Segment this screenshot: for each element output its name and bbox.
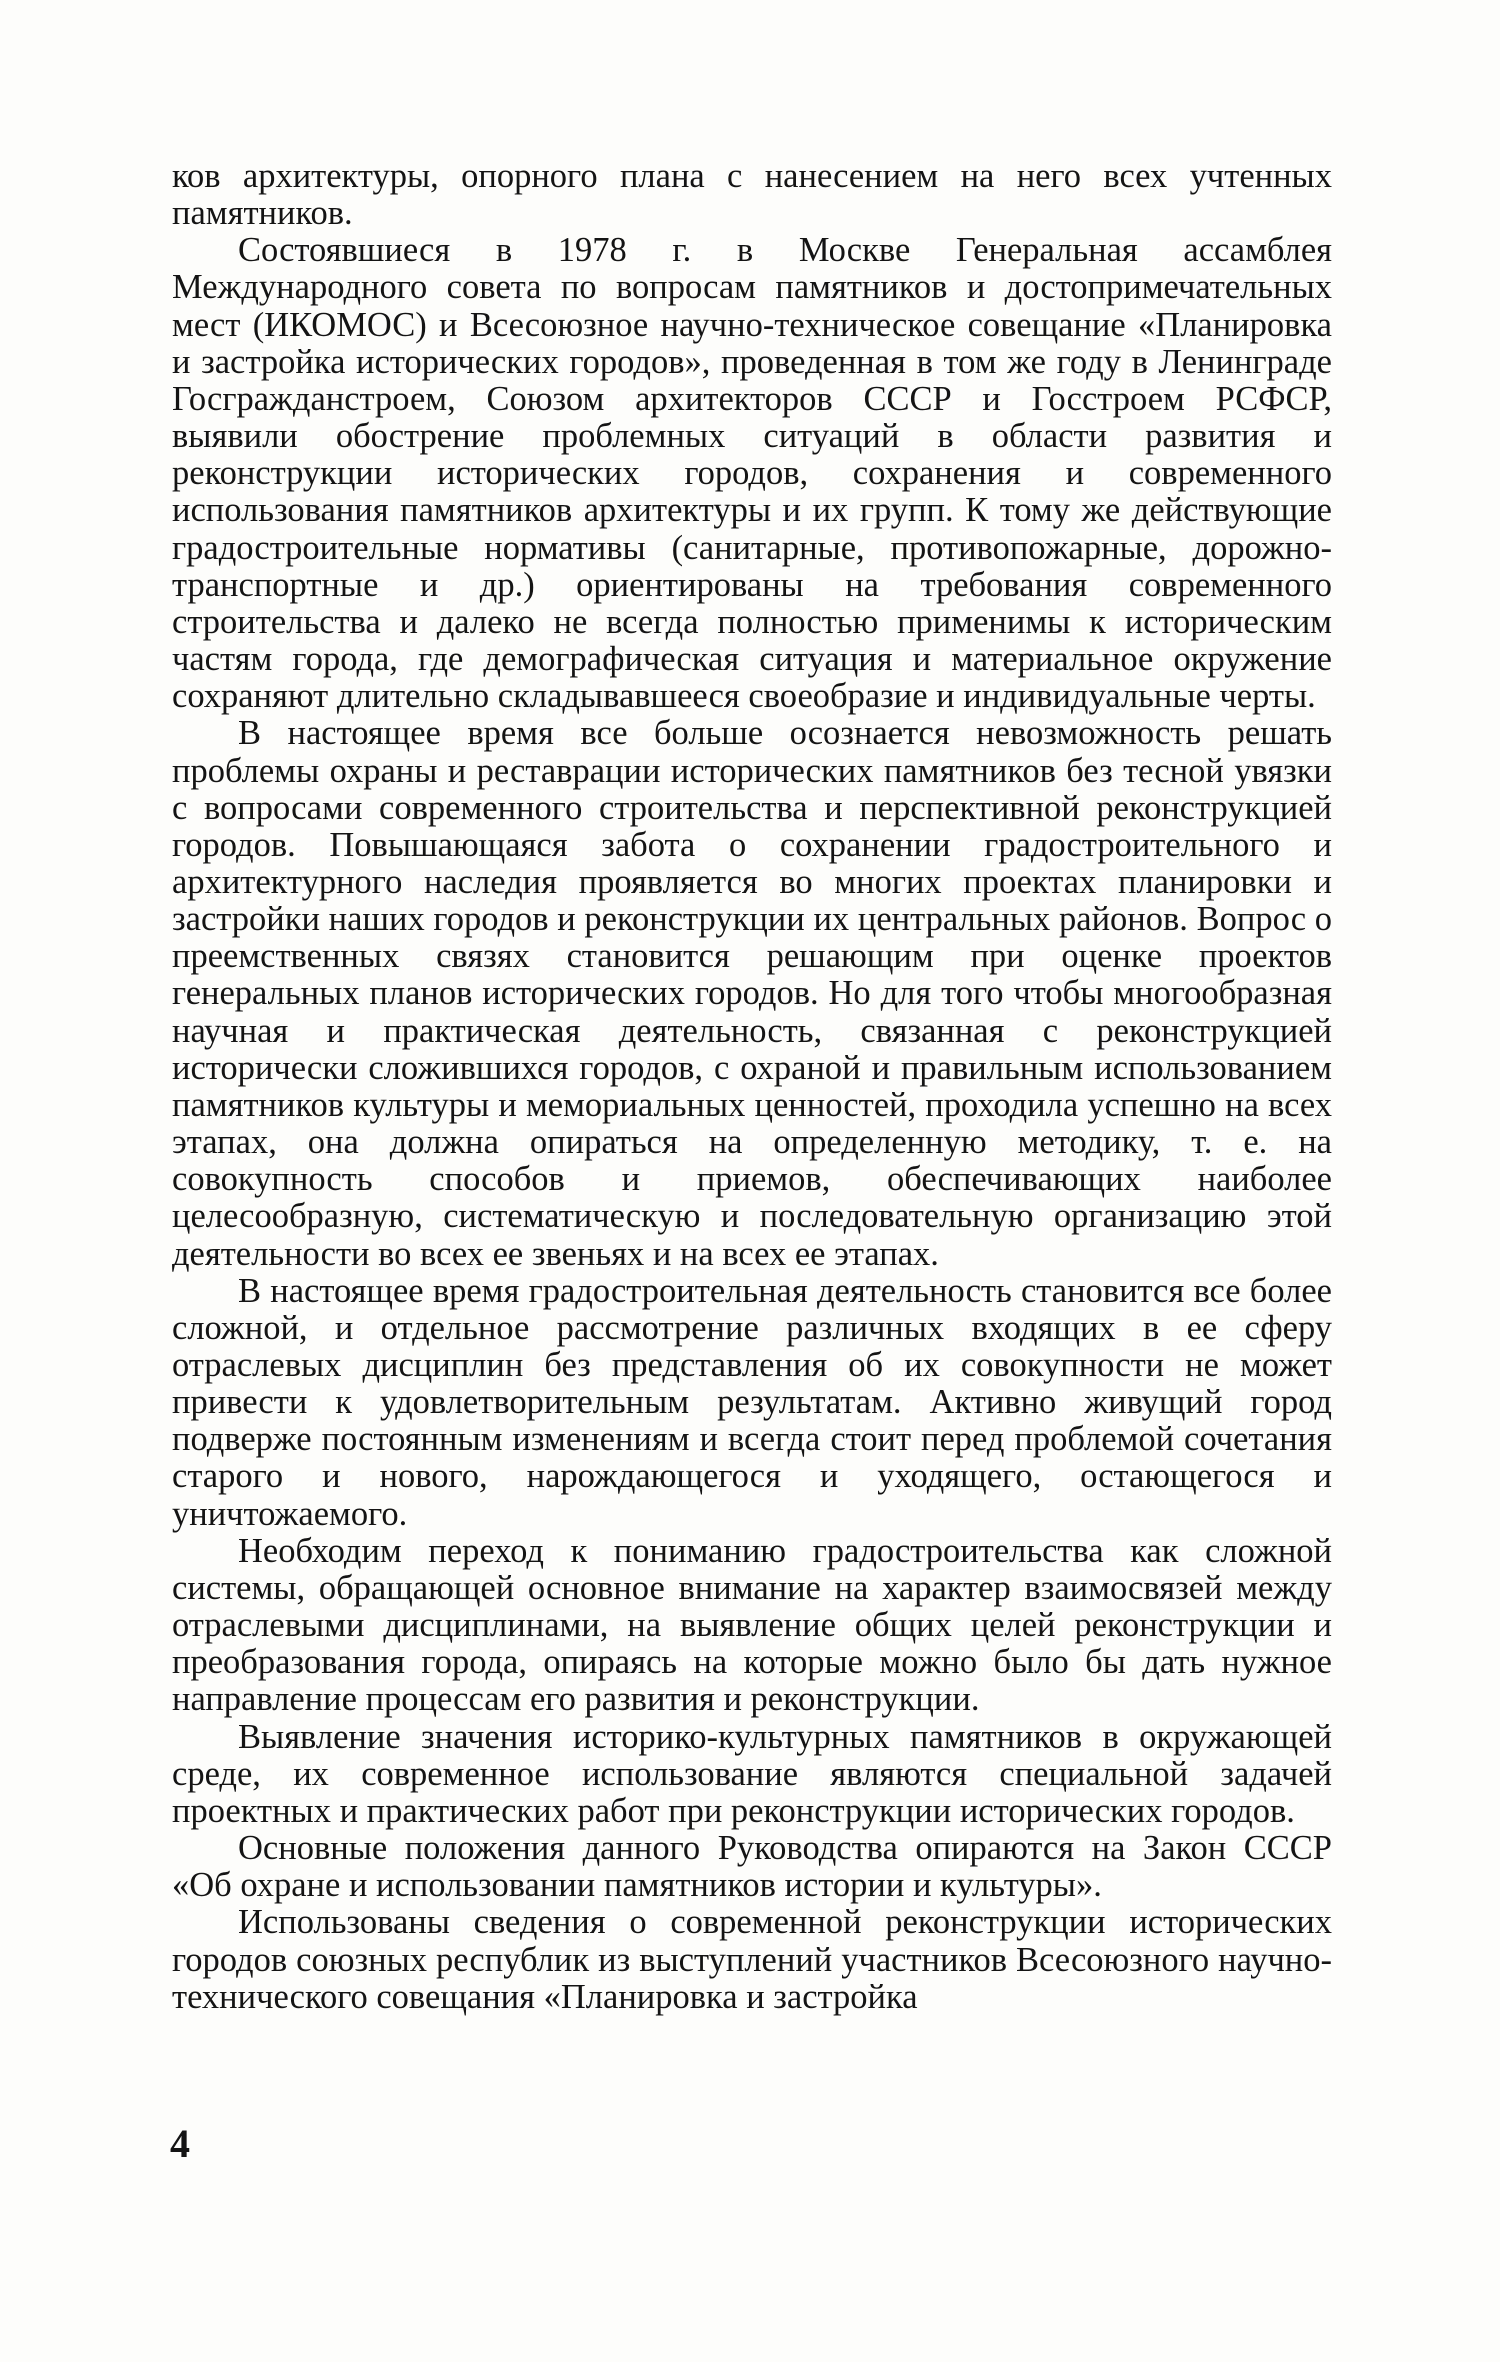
- body-text: [172, 158, 1332, 2016]
- paragraph-2: Состоявшиеся в 1978 г. в Москве Генеральная ассамблея Международного совета по вопросам памятников и достопримечательных мест (ИКОМОС) и Всесоюзное научно-техническое совещание «Планировка и застройка исторических городов», проведенная в том же году в Ленинграде Госгражданстроем, Союзом архитекторов СССР и Госстроем РСФСР, выявили обострение проблемных ситуаций в области развития и реконструкции исторических городов, сохранения и современного использования памятников архитектуры и их групп. К тому же действующие градостроительные нормативы (санитарные, противопожарные, дорожно-транспортные и др.) ориентированы на требования современного строительства и далеко не всегда полностью применимы к историческим частям города, где демографическая ситуация и материальное окружение сохраняют длительно складывавшееся своеобразие и индивидуальные черты.: [172, 231, 1332, 716]
- paragraph-6: Выявление значения историко-культурных памятников в окружающей среде, их современное использование являются специальной задачей проектных и практических работ при реконструкции исторических городов.: [172, 1717, 1332, 1830]
- paragraph-5: Необходим переход к пониманию градостроительства как сложной системы, обращающей основное внимание на характер взаимосвязей между отраслевыми дисциплинами, на выявление общих целей реконструкции и преобразования города, опираясь на которые можно было бы дать нужное направление процессам его развития и реконструкции.: [172, 1531, 1332, 1719]
- paragraph-8: Использованы сведения о современной реконструкции исторических городов союзных республик из выступлений участников Всесоюзного научно-технического совещания «Планировка и застройка: [172, 1903, 1332, 2016]
- page-number: 4: [170, 2121, 190, 2166]
- paragraph-4: В настоящее время градостроительная деятельность становится все более сложной, и отдельное рассмотрение различных входящих в ее сферу отраслевых дисциплин без представления об их совокупности не может привести к удовлетворительным результатам. Активно живущий город подверже постоянным изменениям и всегда стоит перед проблемой сочетания старого и нового, нарождающегося и уходящего, остающегося и уничтожаемого.: [172, 1271, 1332, 1533]
- paragraph-3: В настоящее время все больше осознается невозможность решать проблемы охраны и реставрации исторических памятников без тесной увязки с вопросами современного строительства и перспективной реконструкцией городов. Повышающаяся забота о сохранении градостроительного и архитектурного наследия проявляется во многих проектах планировки и застройки наших городов и реконструкции их центральных районов. Вопрос о преемственных связях становится решающим при оценке проектов генеральных планов исторических городов. Но для того чтобы многообразная научная и практическая деятельность, связанная с реконструкцией исторически сложившихся городов, с охраной и правильным использованием памятников культуры и мемориальных ценностей, проходила успешно на всех этапах, она должна опираться на определенную методику, т. е. на совокупность способов и приемов, обеспечивающих наиболее целесообразную, систематическую и последовательную организацию этой деятельности во всех ее звеньях и на всех ее этапах.: [172, 714, 1332, 1273]
- paragraph-1: ков архитектуры, опорного плана с нанесением на него всех учтенных памятников.: [172, 157, 1332, 233]
- paragraph-7: Основные положения данного Руководства опираются на Закон СССР «Об охране и использовании памятников истории и культуры».: [172, 1829, 1332, 1905]
